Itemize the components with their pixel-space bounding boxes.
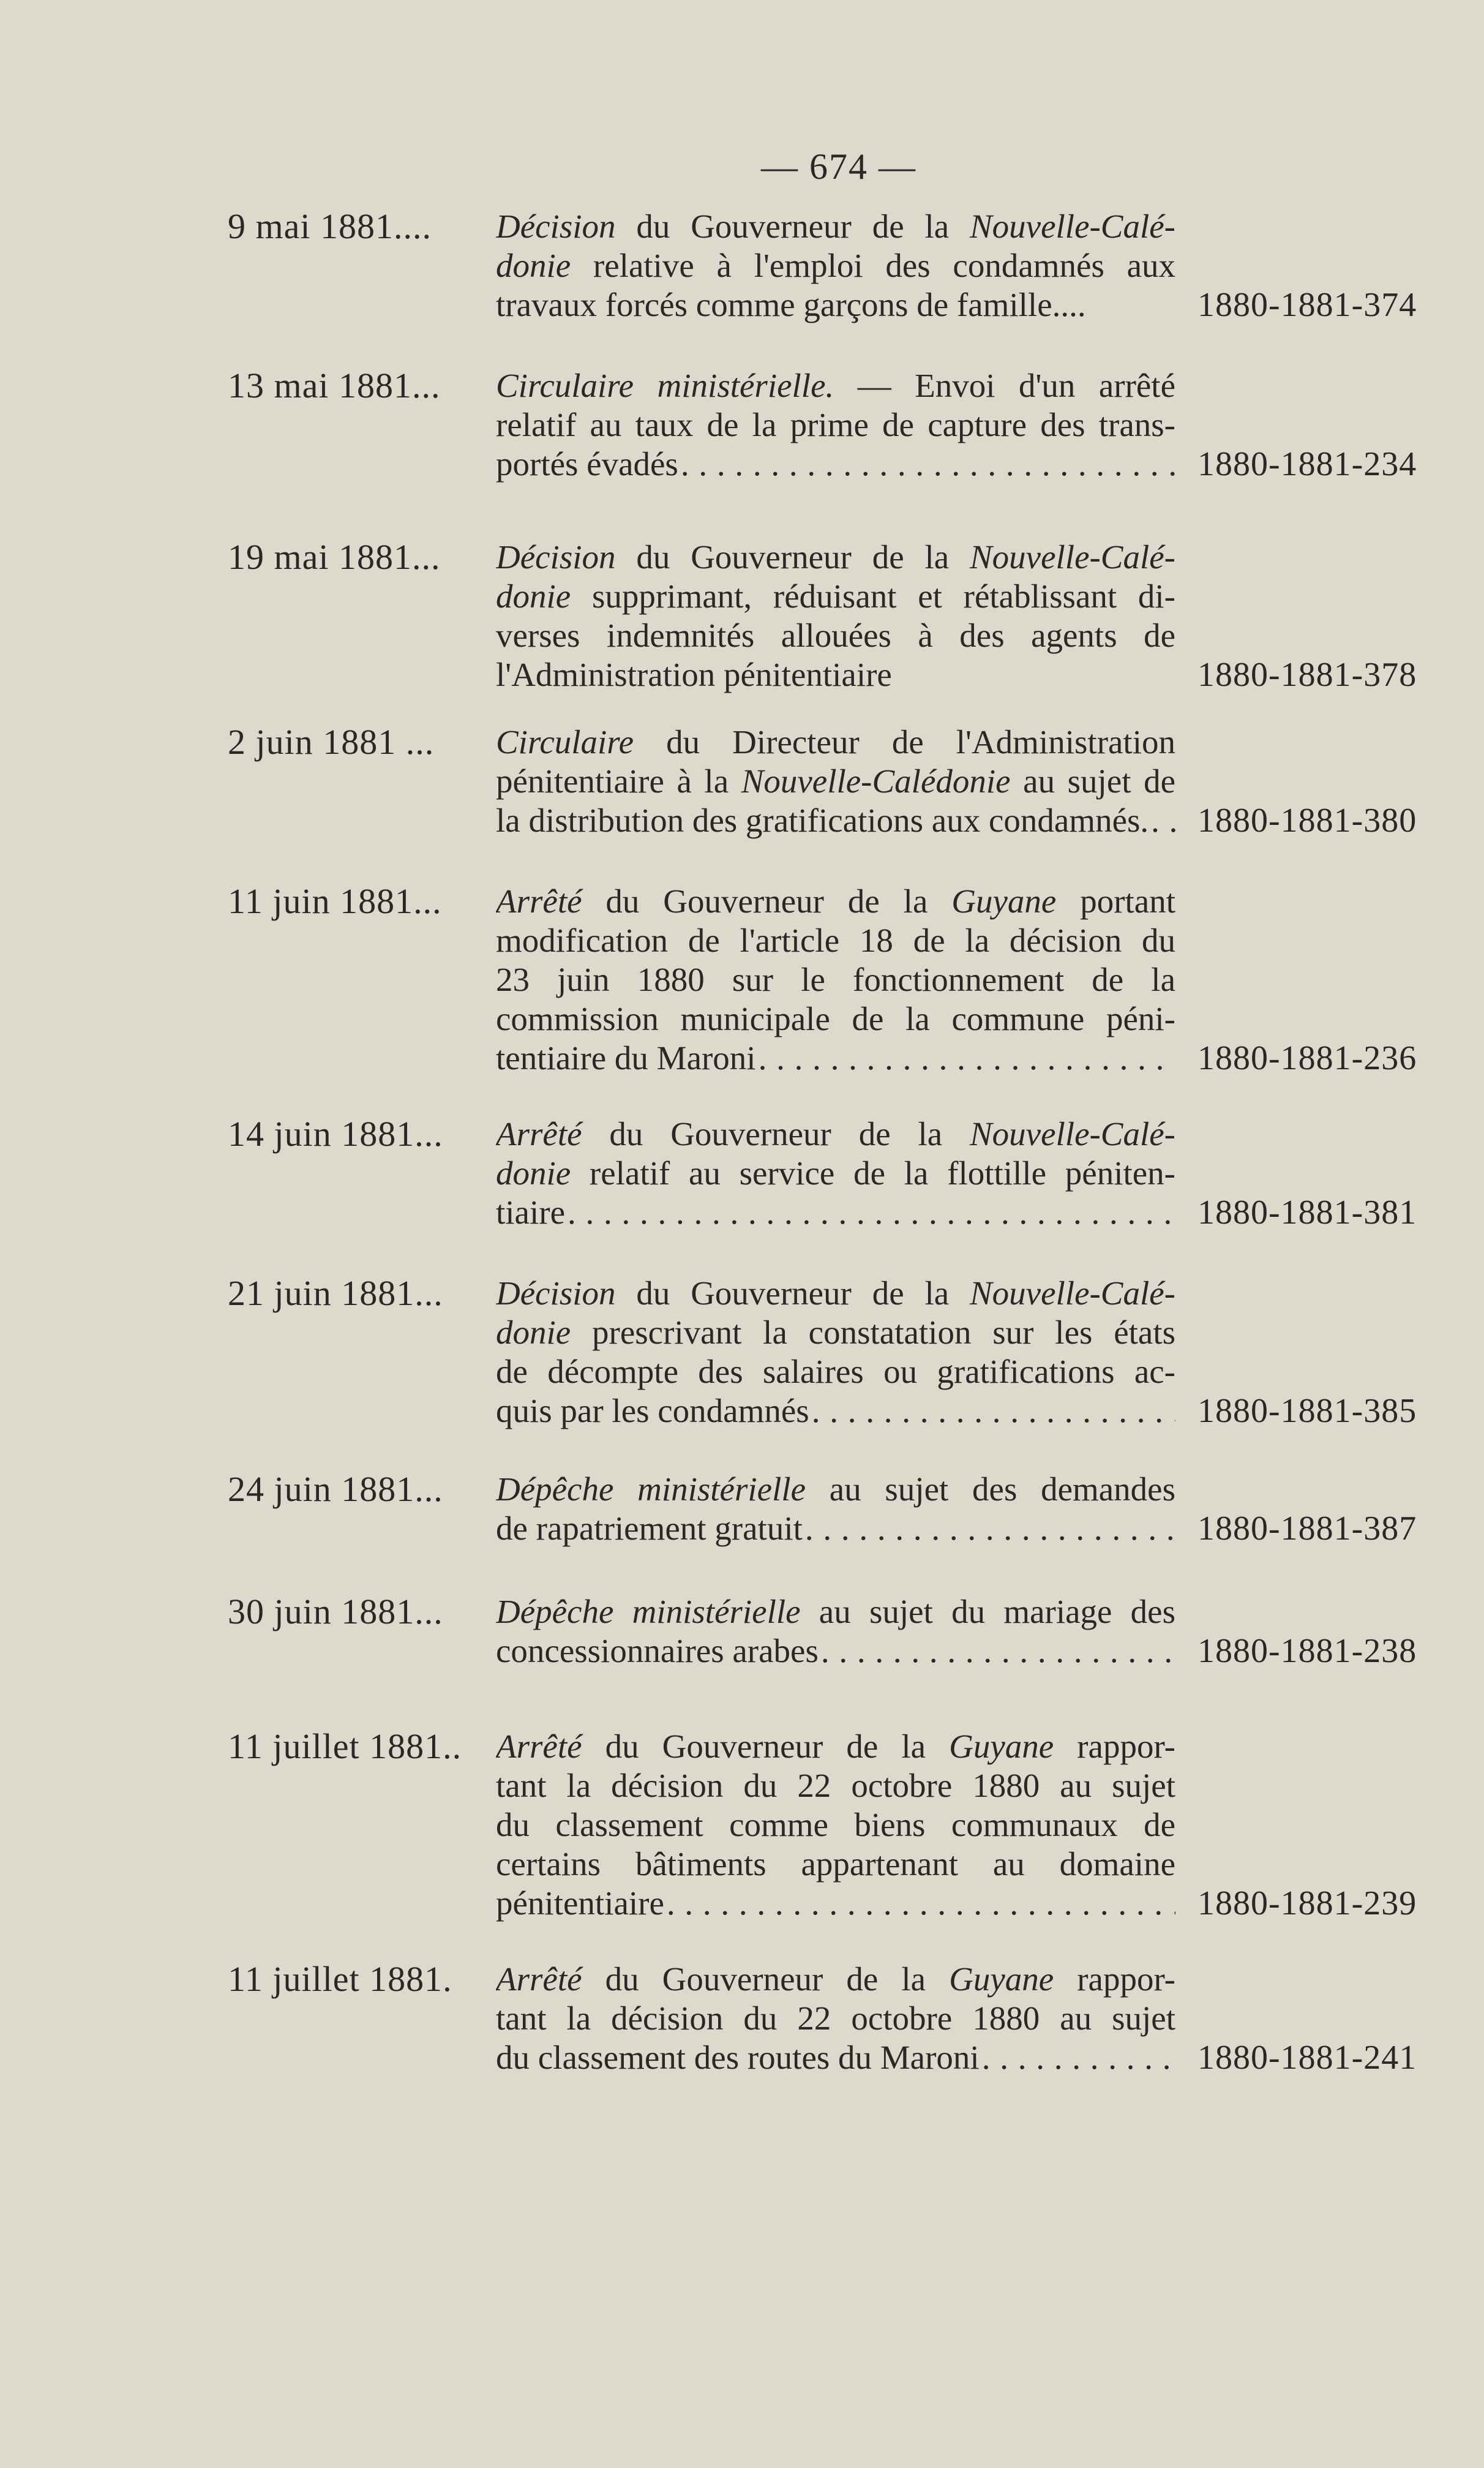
description-line — [496, 1766, 1175, 1805]
description-line — [496, 1999, 1175, 2038]
text: au sujet de — [1010, 762, 1175, 800]
entry-date: 14 juin 1881... — [228, 1114, 443, 1154]
italic-text: Circulaire ministérielle. — [496, 367, 834, 404]
text: portés évadés — [496, 445, 678, 483]
dot-leader — [565, 1193, 1175, 1232]
page-number: — 674 — — [761, 146, 916, 187]
text: du Gouverneur de la — [582, 882, 952, 920]
entry-reference: 1880-1881-234 — [1197, 445, 1417, 483]
dot-leader — [819, 1631, 1175, 1671]
italic-text: Circulaire — [496, 723, 634, 761]
italic-text: Arrêté — [496, 882, 582, 920]
dot-leader — [664, 1884, 1175, 1923]
description-line — [496, 921, 1175, 960]
text: quis par les condamnés — [496, 1392, 809, 1429]
entry-date: 21 juin 1881... — [228, 1273, 443, 1313]
text: portant — [1056, 882, 1175, 920]
description-line — [496, 577, 1175, 616]
text: prescrivant la constatation sur les états — [571, 1314, 1175, 1351]
description-line — [496, 1274, 1175, 1313]
description-line — [496, 999, 1175, 1039]
text: tentiaire du Maroni — [496, 1039, 756, 1077]
description-line — [496, 1115, 1175, 1154]
text: tant la décision du 22 octobre 1880 au sujet — [496, 1767, 1175, 1804]
description-line — [496, 616, 1175, 655]
text: rappor- — [1054, 1728, 1175, 1765]
description-line — [496, 1352, 1175, 1391]
description-line — [496, 1154, 1175, 1193]
dot-leader — [809, 1391, 1175, 1431]
text: relatif au taux de la prime de capture des trans- — [496, 406, 1175, 443]
text: relative à l'emploi des condamnés aux — [571, 247, 1175, 284]
description-line — [496, 882, 1175, 921]
description-line — [496, 801, 1175, 840]
italic-text: Décision — [496, 208, 616, 245]
italic-text: donie — [496, 1154, 571, 1192]
dot-leader — [678, 445, 1175, 484]
description-line — [496, 1039, 1175, 1078]
entry-date: 11 juillet 1881. — [228, 1959, 452, 1999]
description-line — [496, 1193, 1175, 1232]
text: verses indemnités allouées à des agents de — [496, 617, 1175, 654]
text: du Gouverneur de la — [582, 1960, 950, 1998]
entry-date: 9 mai 1881.... — [228, 206, 432, 246]
text: du Gouverneur de la — [615, 538, 970, 576]
entry-reference: 1880-1881-374 — [1197, 286, 1417, 324]
description-line — [496, 1727, 1175, 1766]
text: pénitentiaire — [496, 1884, 664, 1922]
italic-text: Arrêté — [496, 1728, 582, 1765]
entry-reference: 1880-1881-239 — [1197, 1884, 1417, 1922]
italic-text: Nouvelle-Calé- — [970, 1274, 1175, 1312]
text: au sujet des demandes — [806, 1470, 1175, 1508]
entry-date: 13 mai 1881... — [228, 366, 441, 405]
description-line — [496, 1960, 1175, 1999]
text: commission municipale de la commune péni- — [496, 1000, 1175, 1037]
text: modification de l'article 18 de la décision du — [496, 922, 1175, 959]
entry-reference: 1880-1881-238 — [1197, 1632, 1417, 1670]
italic-text: Guyane — [949, 1728, 1054, 1765]
entry-description — [496, 538, 1175, 694]
description-line — [496, 762, 1175, 801]
description-line — [496, 2038, 1175, 2077]
entry-date: 11 juin 1881... — [228, 881, 442, 921]
text: — Envoi d'un arrêté — [834, 367, 1175, 404]
description-line — [496, 366, 1175, 405]
italic-text: Guyane — [951, 882, 1057, 920]
entry-description — [496, 882, 1175, 1078]
italic-text: donie — [496, 577, 571, 615]
text: tant la décision du 22 octobre 1880 au sujet — [496, 2000, 1175, 2037]
italic-text: Nouvelle-Calé- — [970, 208, 1175, 245]
description-line — [496, 1391, 1175, 1431]
text: l'Administration pénitentiaire — [496, 656, 892, 693]
entry-reference: 1880-1881-236 — [1197, 1039, 1417, 1077]
italic-text: Dépêche ministérielle — [496, 1593, 801, 1630]
description-line — [496, 1631, 1175, 1671]
description-line — [496, 538, 1175, 577]
entry-description — [496, 1727, 1175, 1923]
text: la distribution des gratifications aux condamnés. — [496, 802, 1149, 839]
text: de rapatriement gratuit — [496, 1510, 803, 1547]
description-line — [496, 285, 1175, 325]
description-line — [496, 1592, 1175, 1631]
text: du Gouverneur de la — [615, 208, 970, 245]
text: du Gouverneur de la — [582, 1115, 970, 1153]
description-line — [496, 1313, 1175, 1352]
text: du Directeur de l'Administration — [634, 723, 1175, 761]
text: travaux forcés comme garçons de famille.... — [496, 286, 1086, 323]
text: rappor- — [1054, 1960, 1175, 1998]
entry-date: 11 juillet 1881.. — [228, 1726, 462, 1766]
text: supprimant, réduisant et rétablissant di- — [571, 577, 1175, 615]
description-line — [496, 723, 1175, 762]
description-line — [496, 445, 1175, 484]
text: pénitentiaire à la — [496, 762, 741, 800]
entry-description — [496, 723, 1175, 840]
entry-reference: 1880-1881-387 — [1197, 1510, 1417, 1548]
entry-reference: 1880-1881-378 — [1197, 656, 1417, 694]
text: certains bâtiments appartenant au domaine — [496, 1845, 1175, 1883]
description-line — [496, 246, 1175, 285]
description-line — [496, 207, 1175, 246]
text: du classement comme biens communaux de — [496, 1806, 1175, 1843]
description-line — [496, 1805, 1175, 1845]
text: relatif au service de la flottille péniten- — [571, 1154, 1175, 1192]
italic-text: Nouvelle-Calé- — [970, 538, 1175, 576]
description-line — [496, 1845, 1175, 1884]
entry-date: 19 mai 1881... — [228, 537, 441, 577]
description-line — [496, 405, 1175, 445]
dot-leader — [980, 2038, 1175, 2077]
dot-leader — [756, 1039, 1175, 1078]
italic-text: Nouvelle-Calédonie — [741, 762, 1011, 800]
description-line — [496, 960, 1175, 999]
entry-description — [496, 1470, 1175, 1548]
text: du classement des routes du Maroni — [496, 2039, 980, 2076]
italic-text: Dépêche ministérielle — [496, 1470, 806, 1508]
description-line — [496, 1884, 1175, 1923]
entry-date: 30 juin 1881... — [228, 1592, 443, 1631]
description-line — [496, 1470, 1175, 1509]
text: du Gouverneur de la — [615, 1274, 970, 1312]
entry-reference: 1880-1881-241 — [1197, 2039, 1417, 2077]
description-line — [496, 1509, 1175, 1548]
entry-reference: 1880-1881-381 — [1197, 1194, 1417, 1232]
dot-leader — [1149, 801, 1175, 840]
text: au sujet du mariage des — [800, 1593, 1175, 1630]
italic-text: donie — [496, 247, 571, 284]
description-line — [496, 655, 1175, 694]
dot-leader — [803, 1509, 1175, 1548]
italic-text: Arrêté — [496, 1960, 582, 1998]
text: de décompte des salaires ou gratifications ac- — [496, 1353, 1175, 1390]
entry-reference: 1880-1881-380 — [1197, 802, 1417, 840]
text: tiaire — [496, 1194, 565, 1231]
entry-description — [496, 1960, 1175, 2077]
text: concessionnaires arabes — [496, 1632, 819, 1669]
italic-text: Décision — [496, 1274, 616, 1312]
italic-text: Nouvelle-Calé- — [970, 1115, 1175, 1153]
italic-text: Guyane — [949, 1960, 1054, 1998]
entry-description — [496, 1115, 1175, 1232]
italic-text: donie — [496, 1314, 571, 1351]
text: du Gouverneur de la — [582, 1728, 950, 1765]
entry-description — [496, 207, 1175, 325]
entry-date: 24 juin 1881... — [228, 1469, 443, 1509]
text: 23 juin 1880 sur le fonctionnement de la — [496, 961, 1175, 998]
italic-text: Décision — [496, 538, 616, 576]
entry-reference: 1880-1881-385 — [1197, 1392, 1417, 1430]
entry-description — [496, 1274, 1175, 1431]
entry-date: 2 juin 1881 ... — [228, 722, 435, 762]
italic-text: Arrêté — [496, 1115, 582, 1153]
entry-description — [496, 366, 1175, 484]
entry-description — [496, 1592, 1175, 1671]
